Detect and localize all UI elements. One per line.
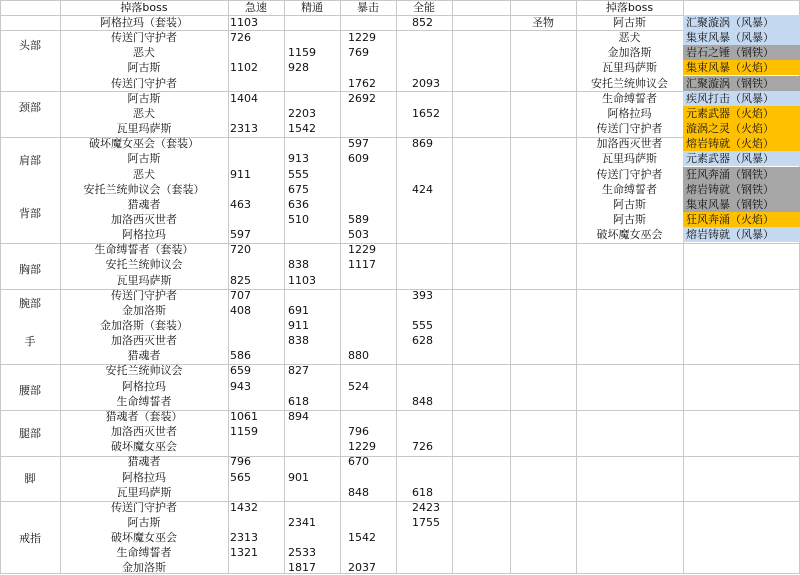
gear-haste-cell: 1103	[230, 16, 258, 29]
gear-mastery-cell: 555	[288, 168, 309, 181]
gear-haste-cell: 463	[230, 198, 251, 211]
gear-haste-cell	[230, 485, 284, 500]
gear-crit-cell: 609	[348, 152, 369, 165]
gear-boss-cell: 瓦里玛萨斯	[116, 486, 172, 499]
relic-item-tag: 狂风奔涌（火焰）	[683, 212, 800, 227]
gear-boss-cell: 传送门守护者	[111, 501, 177, 514]
gear-vers-cell	[412, 45, 452, 60]
gear-boss-cell: 生命缚誓者（套装）	[94, 243, 194, 256]
gear-mastery-cell: 913	[288, 152, 309, 165]
gear-crit-cell	[348, 106, 396, 121]
gear-boss-cell: 阿格拉玛	[122, 380, 166, 393]
gear-crit-cell	[348, 15, 396, 30]
gear-haste-cell	[230, 515, 284, 530]
gear-boss-cell: 阿格拉玛	[122, 471, 166, 484]
relic-boss-cell: 传送门守护者	[596, 122, 663, 135]
gear-crit-cell: 670	[348, 455, 369, 468]
gear-crit-cell: 796	[348, 425, 369, 438]
gear-boss-cell: 金加洛斯	[122, 561, 166, 574]
gear-boss-cell: 传送门守护者	[111, 77, 177, 90]
header-mastery: 精通	[301, 1, 323, 14]
gear-crit-cell	[348, 545, 396, 560]
gear-boss-cell: 阿格拉玛	[122, 228, 166, 241]
gear-boss-cell: 阿古斯	[127, 152, 161, 165]
gear-crit-cell	[348, 303, 396, 318]
gear-mastery-cell	[288, 500, 340, 515]
gear-vers-cell: 2093	[412, 77, 440, 90]
gear-boss-cell: 安托兰统帅议会	[105, 258, 183, 271]
relic-item-tag: 集束风暴（钢铁）	[683, 197, 800, 212]
gear-boss-cell: 破坏魔女巫会	[111, 440, 177, 453]
gear-mastery-cell: 1817	[288, 561, 316, 574]
gear-haste-cell: 597	[230, 228, 251, 241]
relic-boss-cell: 安托兰统帅议会	[591, 77, 668, 90]
gear-crit-cell	[348, 333, 396, 348]
slot-neck: 颈部	[19, 101, 41, 114]
relic-boss-cell: 阿古斯	[613, 16, 646, 29]
gear-mastery-cell: 2341	[288, 516, 316, 529]
gear-boss-cell: 金加洛斯（套装）	[100, 319, 188, 332]
header-relic: 圣物	[532, 16, 554, 29]
gear-haste-cell: 1102	[230, 61, 258, 74]
gear-boss-cell: 传送门守护者	[111, 289, 177, 302]
gear-boss-cell: 生命缚誓者	[116, 395, 172, 408]
gear-vers-cell: 393	[412, 289, 433, 302]
gear-mastery-cell	[288, 30, 340, 45]
gear-haste-cell	[230, 439, 284, 454]
gear-haste-cell	[230, 394, 284, 409]
gear-vers-cell	[412, 167, 452, 182]
gear-boss-cell: 阿格拉玛（套装）	[100, 16, 188, 29]
gear-haste-cell	[230, 257, 284, 272]
gear-haste-cell	[230, 212, 284, 227]
grid-vline	[228, 0, 229, 573]
gear-mastery-cell	[288, 485, 340, 500]
relic-boss-cell: 阿格拉玛	[607, 107, 652, 120]
gear-boss-cell: 猎魂者（套装）	[105, 410, 183, 423]
gear-crit-cell	[348, 515, 396, 530]
gear-vers-cell: 848	[412, 395, 433, 408]
relic-item-tag: 狂风奔涌（钢铁）	[683, 167, 800, 182]
gear-mastery-cell	[288, 454, 340, 469]
relic-item-tag: 熔岩铸就（钢铁）	[683, 182, 800, 197]
gear-mastery-cell	[288, 288, 340, 303]
relic-boss-cell: 生命缚誓者	[602, 92, 657, 105]
gear-haste-cell: 1432	[230, 501, 258, 514]
slot-head: 头部	[19, 39, 41, 52]
relic-boss-cell: 阿古斯	[613, 213, 646, 226]
relic-boss-cell: 加洛西灭世者	[596, 137, 663, 150]
gear-vers-cell	[412, 379, 452, 394]
gear-crit-cell	[348, 318, 396, 333]
gear-crit-cell: 1762	[348, 77, 376, 90]
gear-vers-cell: 869	[412, 137, 433, 150]
gear-boss-cell: 安托兰统帅议会	[105, 364, 183, 377]
gear-vers-cell: 555	[412, 319, 433, 332]
gear-mastery-cell	[288, 76, 340, 91]
gear-mastery-cell: 838	[288, 334, 309, 347]
gear-boss-cell: 破坏魔女巫会	[111, 531, 177, 544]
gear-boss-cell: 猎魂者	[127, 455, 161, 468]
relic-boss-cell: 瓦里玛萨斯	[602, 152, 657, 165]
gear-crit-cell	[348, 470, 396, 485]
gear-vers-cell	[412, 273, 452, 288]
gear-mastery-cell: 2203	[288, 107, 316, 120]
gear-crit-cell	[348, 394, 396, 409]
gear-mastery-cell	[288, 530, 340, 545]
slot-back: 背部	[19, 207, 41, 220]
gear-boss-cell: 加洛西灭世者	[111, 425, 177, 438]
gear-crit-cell	[348, 500, 396, 515]
gear-haste-cell: 825	[230, 274, 251, 287]
relic-item-tag: 元素武器（火焰）	[683, 106, 800, 121]
gear-vers-cell	[412, 348, 452, 363]
gear-haste-cell: 943	[230, 380, 251, 393]
gear-mastery-cell: 894	[288, 410, 309, 423]
gear-boss-cell: 加洛西灭世者	[111, 213, 177, 226]
gear-mastery-cell: 675	[288, 183, 309, 196]
gear-crit-cell: 597	[348, 137, 369, 150]
header-crit: 暴击	[357, 1, 379, 14]
gear-crit-cell	[348, 121, 396, 136]
gear-vers-cell: 2423	[412, 501, 440, 514]
gear-haste-cell	[230, 318, 284, 333]
relic-item-tag: 汇聚漩涡（钢铁）	[683, 76, 800, 91]
gear-mastery-cell: 691	[288, 304, 309, 317]
gear-mastery-cell	[288, 424, 340, 439]
relic-boss-cell: 破坏魔女巫会	[596, 228, 663, 241]
gear-mastery-cell	[288, 348, 340, 363]
gear-vers-cell	[412, 454, 452, 469]
slot-hand: 手	[24, 335, 36, 348]
gear-boss-cell: 加洛西灭世者	[111, 334, 177, 347]
relic-boss-cell: 金加洛斯	[607, 46, 652, 59]
relic-item-tag: 集束风暴（火焰）	[683, 60, 800, 75]
gear-haste-cell: 659	[230, 364, 251, 377]
gear-boss-cell: 安托兰统帅议会（套装）	[83, 183, 205, 196]
gear-vers-cell	[412, 60, 452, 75]
gear-crit-cell: 1117	[348, 258, 376, 271]
header-haste: 急速	[245, 1, 267, 14]
gear-crit-cell: 848	[348, 486, 369, 499]
gear-haste-cell: 2313	[230, 531, 258, 544]
gear-crit-cell: 1229	[348, 31, 376, 44]
gear-vers-cell	[412, 91, 452, 106]
relic-item-tag: 熔岩铸就（火焰）	[683, 136, 800, 151]
gear-vers-cell: 1652	[412, 107, 440, 120]
relic-boss-cell: 瓦里玛萨斯	[602, 61, 657, 74]
gear-boss-cell: 阿古斯	[127, 92, 161, 105]
gear-haste-cell: 720	[230, 243, 251, 256]
gear-crit-cell: 589	[348, 213, 369, 226]
relic-item-tag: 元素武器（风暴）	[683, 151, 800, 166]
gear-boss-cell: 传送门守护者	[111, 31, 177, 44]
gear-crit-cell	[348, 182, 396, 197]
gear-crit-cell: 2037	[348, 561, 376, 574]
slot-shoulder: 肩部	[19, 154, 41, 167]
gear-mastery-cell: 901	[288, 471, 309, 484]
gear-vers-cell	[412, 530, 452, 545]
gear-haste-cell: 565	[230, 471, 251, 484]
gear-crit-cell	[348, 60, 396, 75]
gear-crit-cell	[348, 167, 396, 182]
gear-vers-cell	[412, 242, 452, 257]
gear-boss-cell: 阿古斯	[127, 61, 161, 74]
gear-boss-cell: 恶犬	[133, 168, 155, 181]
grid-vline	[452, 0, 453, 573]
gear-vers-cell: 628	[412, 334, 433, 347]
grid-vline	[340, 0, 341, 573]
grid-vline	[284, 0, 285, 573]
gear-crit-cell	[348, 288, 396, 303]
header-relic-boss: 掉落boss	[605, 1, 654, 14]
gear-haste-cell: 707	[230, 289, 251, 302]
gear-crit-cell: 524	[348, 380, 369, 393]
gear-crit-cell	[348, 363, 396, 378]
gear-crit-cell	[348, 409, 396, 424]
gear-mastery-cell	[288, 91, 340, 106]
relic-boss-cell: 传送门守护者	[596, 168, 663, 181]
gear-vers-cell	[412, 212, 452, 227]
header-vers: 全能	[413, 1, 435, 14]
gear-mastery-cell	[288, 15, 340, 30]
gear-boss-cell: 恶犬	[133, 107, 155, 120]
gear-mastery-cell: 1542	[288, 122, 316, 135]
gear-boss-cell: 阿古斯	[127, 516, 161, 529]
relic-item-tag: 熔岩铸就（风暴）	[683, 227, 800, 242]
gear-haste-cell: 408	[230, 304, 251, 317]
gear-crit-cell: 880	[348, 349, 369, 362]
slot-chest: 胸部	[19, 263, 41, 276]
gear-haste-cell: 1061	[230, 410, 258, 423]
gear-vers-cell	[412, 121, 452, 136]
relic-item-tag: 汇聚漩涡（风暴）	[683, 15, 800, 30]
gear-crit-cell: 2692	[348, 92, 376, 105]
gear-crit-cell: 1229	[348, 243, 376, 256]
slot-legs: 腿部	[19, 427, 41, 440]
gear-vers-cell	[412, 409, 452, 424]
gear-haste-cell: 796	[230, 455, 251, 468]
gear-crit-cell: 769	[348, 46, 369, 59]
grid-hline	[0, 0, 800, 1]
gear-vers-cell	[412, 30, 452, 45]
gear-boss-cell: 猎魂者	[127, 198, 161, 211]
gear-mastery-cell	[288, 227, 340, 242]
gear-mastery-cell: 928	[288, 61, 309, 74]
gear-haste-cell: 2313	[230, 122, 258, 135]
gear-mastery-cell: 636	[288, 198, 309, 211]
gear-mastery-cell: 2533	[288, 546, 316, 559]
gear-boss-cell: 金加洛斯	[122, 304, 166, 317]
gear-haste-cell: 726	[230, 31, 251, 44]
gear-haste-cell: 1404	[230, 92, 258, 105]
gear-mastery-cell: 510	[288, 213, 309, 226]
relic-item-tag: 疾风打击（风暴）	[683, 91, 800, 106]
slot-waist: 腰部	[19, 384, 41, 397]
gear-boss-cell: 恶犬	[133, 46, 155, 59]
gear-mastery-cell	[288, 242, 340, 257]
gear-boss-cell: 猎魂者	[127, 349, 161, 362]
gear-crit-cell	[348, 273, 396, 288]
gear-vers-cell	[412, 197, 452, 212]
gear-haste-cell: 1321	[230, 546, 258, 559]
gear-mastery-cell: 618	[288, 395, 309, 408]
gear-vers-cell: 726	[412, 440, 433, 453]
gear-vers-cell: 1755	[412, 516, 440, 529]
gear-mastery-cell	[288, 379, 340, 394]
gear-vers-cell	[412, 151, 452, 166]
gear-haste-cell	[230, 76, 284, 91]
gear-boss-cell: 瓦里玛萨斯	[116, 274, 172, 287]
gear-mastery-cell	[288, 136, 340, 151]
gear-mastery-cell: 838	[288, 258, 309, 271]
slot-wrist: 腕部	[19, 297, 41, 310]
grid-vline	[0, 0, 1, 573]
gear-haste-cell	[230, 45, 284, 60]
gear-vers-cell	[412, 363, 452, 378]
relic-boss-cell: 生命缚誓者	[602, 183, 657, 196]
gear-vers-cell	[412, 470, 452, 485]
relic-boss-cell: 恶犬	[618, 31, 641, 44]
gear-crit-cell: 1542	[348, 531, 376, 544]
relic-boss-cell: 阿古斯	[613, 198, 646, 211]
gear-haste-cell	[230, 106, 284, 121]
grid-vline	[396, 0, 397, 573]
relic-item-tag: 漩涡之灵（火焰）	[683, 121, 800, 136]
gear-vers-cell	[412, 424, 452, 439]
header-boss: 掉落boss	[120, 1, 168, 14]
gear-mastery-cell: 827	[288, 364, 309, 377]
gear-crit-cell: 503	[348, 228, 369, 241]
gear-haste-cell	[230, 182, 284, 197]
gear-crit-cell: 1229	[348, 440, 376, 453]
gear-vers-cell: 618	[412, 486, 433, 499]
gear-vers-cell	[412, 227, 452, 242]
gear-haste-cell: 911	[230, 168, 251, 181]
gear-vers-cell	[412, 257, 452, 272]
gear-mastery-cell	[288, 439, 340, 454]
gear-crit-cell	[348, 197, 396, 212]
gear-vers-cell	[412, 545, 452, 560]
gear-haste-cell	[230, 333, 284, 348]
gear-vers-cell: 852	[412, 16, 433, 29]
gear-mastery-cell: 911	[288, 319, 309, 332]
slot-feet: 脚	[24, 472, 36, 485]
gear-vers-cell: 424	[412, 183, 433, 196]
grid-vline	[510, 0, 511, 573]
gear-mastery-cell: 1159	[288, 46, 316, 59]
gear-boss-cell: 生命缚誓者	[116, 546, 172, 559]
slot-ring: 戒指	[19, 532, 41, 545]
gear-boss-cell: 破坏魔女巫会（套装）	[89, 137, 199, 150]
relic-item-tag: 岩石之锤（钢铁）	[683, 45, 800, 60]
gear-haste-cell: 1159	[230, 425, 258, 438]
gear-haste-cell	[230, 136, 284, 151]
gear-mastery-cell: 1103	[288, 274, 316, 287]
gear-haste-cell	[230, 151, 284, 166]
gear-haste-cell: 586	[230, 349, 251, 362]
relic-item-tag: 集束风暴（风暴）	[683, 30, 800, 45]
gear-boss-cell: 瓦里玛萨斯	[116, 122, 172, 135]
gear-vers-cell	[412, 303, 452, 318]
